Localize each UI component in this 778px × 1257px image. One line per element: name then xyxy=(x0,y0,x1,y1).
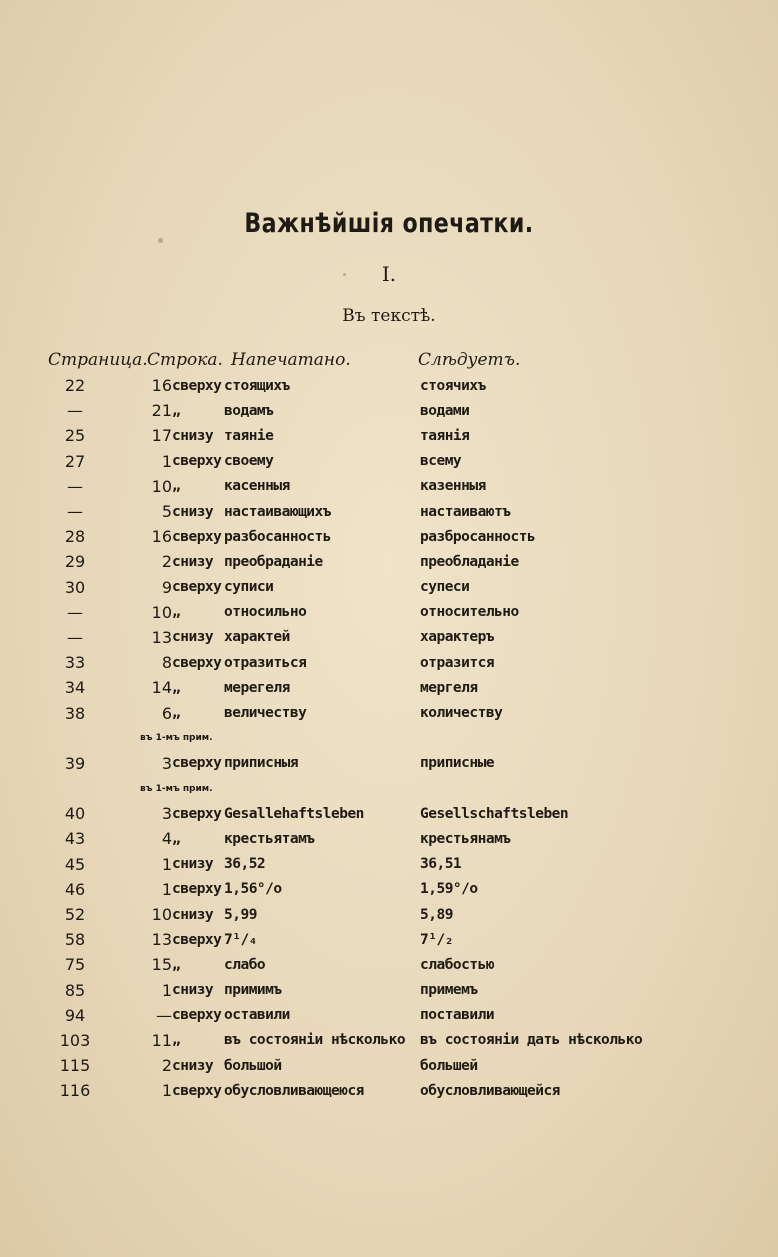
row-page-number: 46 xyxy=(64,879,86,899)
row-position: „ xyxy=(172,478,181,495)
row-printed-text: таяніе xyxy=(224,427,274,444)
row-page-number: 75 xyxy=(64,955,86,975)
row-line-number: 21 xyxy=(151,401,172,421)
row-position: снизу xyxy=(172,906,214,923)
errata-row xyxy=(0,423,642,448)
row-printed-text: величеству xyxy=(224,705,307,722)
row-printed-text: настаивающихъ xyxy=(224,503,331,520)
row-correct-text: мергеля xyxy=(420,679,478,696)
row-correct-text: Gesellschaftsleben xyxy=(420,805,569,822)
row-position: снизу xyxy=(172,1057,214,1074)
row-line-number: 11 xyxy=(151,1030,172,1050)
row-line-number: 8 xyxy=(161,653,172,673)
errata-row xyxy=(0,1028,642,1053)
row-position: снизу xyxy=(172,856,214,873)
part-number: I. xyxy=(381,262,397,286)
row-printed-text: оставили xyxy=(224,1007,290,1024)
row-correct-text: 36,51 xyxy=(420,856,462,873)
row-position: сверху xyxy=(172,453,222,470)
row-page-number: 43 xyxy=(64,829,86,849)
errata-row xyxy=(0,978,642,1003)
row-line-number: 10 xyxy=(151,476,172,496)
row-position: „ xyxy=(172,830,181,847)
header-line: Строка. xyxy=(147,350,223,370)
footnote-row xyxy=(0,776,642,801)
row-correct-text: настаиваютъ xyxy=(420,503,511,520)
row-line-number: 1 xyxy=(161,879,172,899)
errata-row xyxy=(0,1003,642,1028)
row-printed-text: 1,56°/о xyxy=(224,881,282,898)
row-printed-text: преобраданіе xyxy=(224,553,323,570)
row-page-number: — xyxy=(67,401,83,421)
row-page-number: 33 xyxy=(64,653,86,673)
errata-row xyxy=(0,499,642,524)
row-position: „ xyxy=(172,604,181,621)
errata-row xyxy=(0,398,642,423)
row-printed-text: 7¹/₄ xyxy=(224,931,257,948)
row-correct-text: примемъ xyxy=(420,982,478,999)
row-printed-text: обусловливающеюся xyxy=(224,1082,364,1099)
row-printed-text: относильно xyxy=(224,604,307,621)
row-printed-text: стоящихъ xyxy=(224,377,290,394)
row-position: снизу xyxy=(172,503,214,520)
row-page-number: 27 xyxy=(64,451,86,471)
row-line-number: 1 xyxy=(161,451,172,471)
row-printed-text: касенныя xyxy=(224,478,290,495)
row-printed-text: отразиться xyxy=(224,654,307,671)
row-printed-text: крестьятамъ xyxy=(224,830,315,847)
page-title: Важнѣйшія опечатки. xyxy=(244,208,534,239)
row-line-number: 13 xyxy=(151,930,172,950)
row-position: сверху xyxy=(172,654,222,671)
row-correct-text: 1,59°/о xyxy=(420,881,478,898)
row-printed-text: характей xyxy=(224,629,290,646)
row-line-number: 14 xyxy=(151,678,172,698)
row-page-number: 94 xyxy=(64,1005,86,1025)
row-printed-text: 36,52 xyxy=(224,856,266,873)
paper-spot xyxy=(158,238,163,243)
row-line-number: 9 xyxy=(161,577,172,597)
row-printed-text: своему xyxy=(224,453,274,470)
row-line-number: 15 xyxy=(151,955,172,975)
row-position: снизу xyxy=(172,629,214,646)
errata-row xyxy=(0,650,642,675)
row-printed-text: въ состояніи нѣсколько xyxy=(224,1032,406,1049)
row-printed-text: слабо xyxy=(224,956,266,973)
errata-row xyxy=(0,1053,642,1078)
row-correct-text: разбросанность xyxy=(420,528,536,545)
row-printed-text: водамъ xyxy=(224,402,274,419)
row-page-number: — xyxy=(67,502,83,522)
row-correct-text: преобладаніе xyxy=(420,553,519,570)
row-correct-text: количеству xyxy=(420,705,503,722)
row-position: сверху xyxy=(172,1007,222,1024)
row-page-number: 22 xyxy=(64,376,86,396)
row-line-number: 16 xyxy=(151,527,172,547)
row-page-number: 116 xyxy=(59,1081,91,1101)
row-page-number: 40 xyxy=(64,804,86,824)
errata-table xyxy=(0,373,642,1103)
row-page-number: 85 xyxy=(64,980,86,1000)
row-page-number: 25 xyxy=(64,426,86,446)
row-printed-text: приписныя xyxy=(224,755,299,772)
row-page-number: 45 xyxy=(64,854,86,874)
row-printed-text: мерегеля xyxy=(224,679,290,696)
row-correct-text: въ состояніи дать нѣсколько xyxy=(420,1032,643,1049)
row-correct-text: 7¹/₂ xyxy=(420,931,453,948)
errata-row xyxy=(0,625,642,650)
row-position: „ xyxy=(172,705,181,722)
errata-row xyxy=(0,449,642,474)
row-line-number: 5 xyxy=(161,502,172,522)
errata-row xyxy=(0,575,642,600)
errata-row xyxy=(0,801,642,826)
row-printed-text: суписи xyxy=(224,579,274,596)
errata-row xyxy=(0,373,642,398)
row-page-number: 29 xyxy=(64,552,86,572)
row-correct-text: таянія xyxy=(420,427,470,444)
row-correct-text: характеръ xyxy=(420,629,495,646)
row-position: сверху xyxy=(172,528,222,545)
row-position: сверху xyxy=(172,1082,222,1099)
row-position: сверху xyxy=(172,805,222,822)
header-page: Страница. xyxy=(48,350,148,370)
errata-row xyxy=(0,902,642,927)
row-position: „ xyxy=(172,402,181,419)
footnote-label: въ 1-мъ прим. xyxy=(140,733,213,744)
row-line-number: 16 xyxy=(151,376,172,396)
errata-row xyxy=(0,952,642,977)
row-correct-text: крестьянамъ xyxy=(420,830,511,847)
row-line-number: 1 xyxy=(161,980,172,1000)
errata-row xyxy=(0,877,642,902)
row-line-number: 4 xyxy=(161,829,172,849)
row-position: „ xyxy=(172,679,181,696)
row-position: „ xyxy=(172,956,181,973)
errata-row xyxy=(0,474,642,499)
row-position: сверху xyxy=(172,755,222,772)
errata-row xyxy=(0,751,642,776)
header-printed: Напечатано. xyxy=(231,350,351,370)
errata-row xyxy=(0,700,642,725)
errata-row xyxy=(0,600,642,625)
row-page-number: 52 xyxy=(64,905,86,925)
row-page-number: 115 xyxy=(59,1056,91,1076)
row-page-number: 58 xyxy=(64,930,86,950)
row-line-number: 17 xyxy=(151,426,172,446)
row-line-number: 1 xyxy=(161,1081,172,1101)
row-correct-text: супеси xyxy=(420,579,470,596)
row-correct-text: всему xyxy=(420,453,462,470)
row-position: сверху xyxy=(172,377,222,394)
row-page-number: — xyxy=(67,627,83,647)
row-position: сверху xyxy=(172,881,222,898)
row-printed-text: примимъ xyxy=(224,982,282,999)
row-page-number: 28 xyxy=(64,527,86,547)
errata-row xyxy=(0,852,642,877)
errata-row xyxy=(0,826,642,851)
row-correct-text: обусловливающейся xyxy=(420,1082,560,1099)
row-correct-text: казенныя xyxy=(420,478,486,495)
row-correct-text: отразится xyxy=(420,654,495,671)
row-correct-text: слабостью xyxy=(420,956,495,973)
row-page-number: 103 xyxy=(59,1030,91,1050)
row-line-number: 6 xyxy=(161,703,172,723)
row-printed-text: Gesallehaftsleben xyxy=(224,805,364,822)
row-page-number: 30 xyxy=(64,577,86,597)
row-page-number: — xyxy=(67,476,83,496)
row-line-number: 10 xyxy=(151,905,172,925)
row-correct-text: 5,89 xyxy=(420,906,453,923)
row-position: снизу xyxy=(172,982,214,999)
row-correct-text: водами xyxy=(420,402,470,419)
row-position: снизу xyxy=(172,553,214,570)
row-printed-text: разбосанность xyxy=(224,528,331,545)
errata-row xyxy=(0,927,642,952)
row-page-number: 38 xyxy=(64,703,86,723)
row-position: „ xyxy=(172,1032,181,1049)
row-line-number: 1 xyxy=(161,854,172,874)
errata-row xyxy=(0,549,642,574)
row-line-number: 3 xyxy=(161,804,172,824)
row-printed-text: 5,99 xyxy=(224,906,257,923)
row-correct-text: относительно xyxy=(420,604,519,621)
errata-row xyxy=(0,675,642,700)
row-line-number: 2 xyxy=(161,552,172,572)
row-position: снизу xyxy=(172,427,214,444)
row-line-number: 3 xyxy=(161,753,172,773)
row-position: сверху xyxy=(172,579,222,596)
row-line-number: 10 xyxy=(151,602,172,622)
row-line-number: — xyxy=(156,1005,172,1025)
errata-row xyxy=(0,524,642,549)
row-correct-text: поставили xyxy=(420,1007,495,1024)
section-heading: Въ текстѣ. xyxy=(342,306,436,326)
row-page-number: — xyxy=(67,602,83,622)
row-correct-text: приписные xyxy=(420,755,495,772)
errata-row xyxy=(0,1078,642,1103)
row-position: сверху xyxy=(172,931,222,948)
paper-spot xyxy=(343,273,346,276)
row-page-number: 34 xyxy=(64,678,86,698)
footnote-row xyxy=(0,726,642,751)
row-page-number: 39 xyxy=(64,753,86,773)
row-line-number: 2 xyxy=(161,1056,172,1076)
row-correct-text: большей xyxy=(420,1057,478,1074)
row-correct-text: стоячихъ xyxy=(420,377,486,394)
footnote-label: въ 1-мъ прим. xyxy=(140,783,213,794)
row-printed-text: большой xyxy=(224,1057,282,1074)
row-line-number: 13 xyxy=(151,627,172,647)
header-correct: Слѣдуетъ. xyxy=(418,350,521,370)
